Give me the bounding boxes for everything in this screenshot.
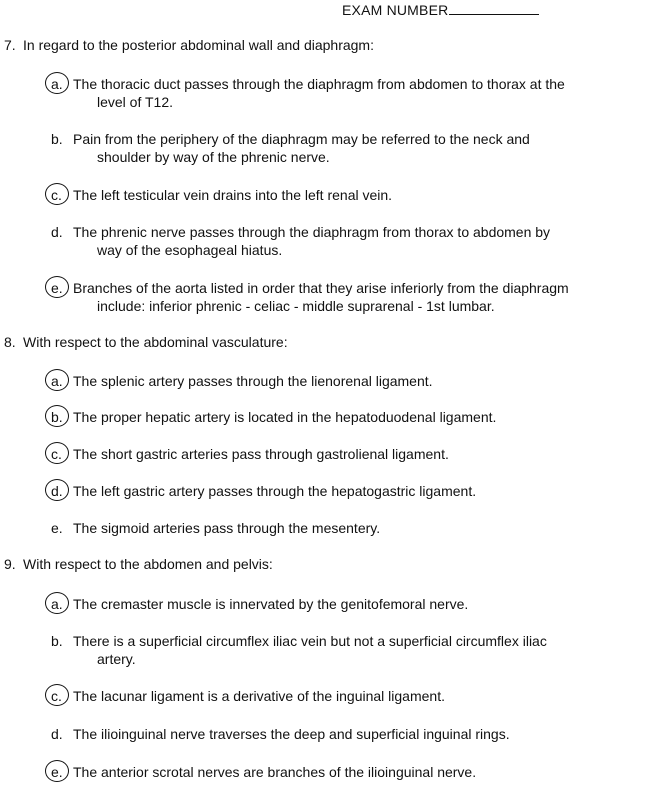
option-text: The cremaster muscle is innervated by the genitofemoral nerve. (73, 596, 469, 612)
option-letter: b. (51, 408, 69, 426)
answer-circle (45, 684, 69, 706)
option-letter: a. (51, 75, 69, 93)
question-number: 7. (4, 37, 16, 53)
answer-circle (45, 405, 69, 427)
question-number: 8. (4, 334, 16, 350)
exam-number-header (342, 1, 539, 18)
answer-circle (45, 276, 69, 298)
option-letter: b. (51, 633, 63, 649)
answer-circle (45, 442, 69, 464)
option-letter: d. (51, 224, 63, 240)
question-prompt: With respect to the abdomen and pelvis: (23, 556, 273, 572)
option-letter: b. (51, 131, 63, 147)
option-letter: d. (51, 482, 69, 500)
option-text-continued: shoulder by way of the phrenic nerve. (97, 149, 330, 165)
answer-circle (45, 760, 69, 782)
option-text: The anterior scrotal nerves are branches of the ilioinguinal nerve. (73, 764, 477, 780)
option-letter: c. (51, 186, 69, 204)
option-letter: a. (51, 372, 69, 390)
option-letter: d. (51, 726, 63, 742)
option-text: The lacunar ligament is a derivative of the inguinal ligament. (73, 688, 445, 704)
option-text: The ilioinguinal nerve traverses the deep and superficial inguinal rings. (73, 726, 510, 742)
option-text: The left testicular vein drains into the left renal vein. (73, 187, 393, 203)
exam-number-blank (449, 1, 539, 15)
option-text: The left gastric artery passes through the hepatogastric ligament. (73, 483, 477, 499)
option-letter: c. (51, 687, 69, 705)
answer-circle (45, 183, 69, 205)
option-letter: e. (51, 279, 69, 297)
option-text: The phrenic nerve passes through the diaphragm from thorax to abdomen by (73, 224, 551, 240)
question-prompt: In regard to the posterior abdominal wall and diaphragm: (23, 37, 374, 53)
option-letter: e. (51, 520, 63, 536)
option-text: The sigmoid arteries pass through the mesentery. (73, 520, 381, 536)
question-7 (4, 37, 374, 53)
question-8 (4, 334, 288, 350)
option-text-continued: artery. (97, 651, 136, 667)
option-text-continued: level of T12. (97, 94, 174, 110)
exam-number-label: EXAM NUMBER (342, 2, 449, 18)
option-text: The thoracic duct passes through the diaphragm from abdomen to thorax at the (73, 76, 565, 92)
option-text-continued: include: inferior phrenic - celiac - middle suprarenal - 1st lumbar. (97, 298, 495, 314)
option-letter: e. (51, 763, 69, 781)
option-text: There is a superficial circumflex iliac vein but not a superficial circumflex iliac (73, 633, 547, 649)
question-prompt: With respect to the abdominal vasculature: (23, 334, 288, 350)
question-number: 9. (4, 556, 16, 572)
option-letter: a. (51, 595, 69, 613)
answer-circle (45, 369, 69, 391)
option-text: Branches of the aorta listed in order that they arise inferiorly from the diaphragm (73, 280, 569, 296)
option-text: The proper hepatic artery is located in the hepatoduodenal ligament. (73, 409, 497, 425)
answer-circle (45, 592, 69, 614)
answer-circle (45, 72, 69, 94)
option-text: Pain from the periphery of the diaphragm may be referred to the neck and (73, 131, 530, 147)
option-letter: c. (51, 445, 69, 463)
option-text: The short gastric arteries pass through gastrolienal ligament. (73, 446, 449, 462)
option-text-continued: way of the esophageal hiatus. (97, 242, 283, 258)
option-text: The splenic artery passes through the lienorenal ligament. (73, 373, 433, 389)
question-9 (4, 556, 273, 572)
answer-circle (45, 479, 69, 501)
